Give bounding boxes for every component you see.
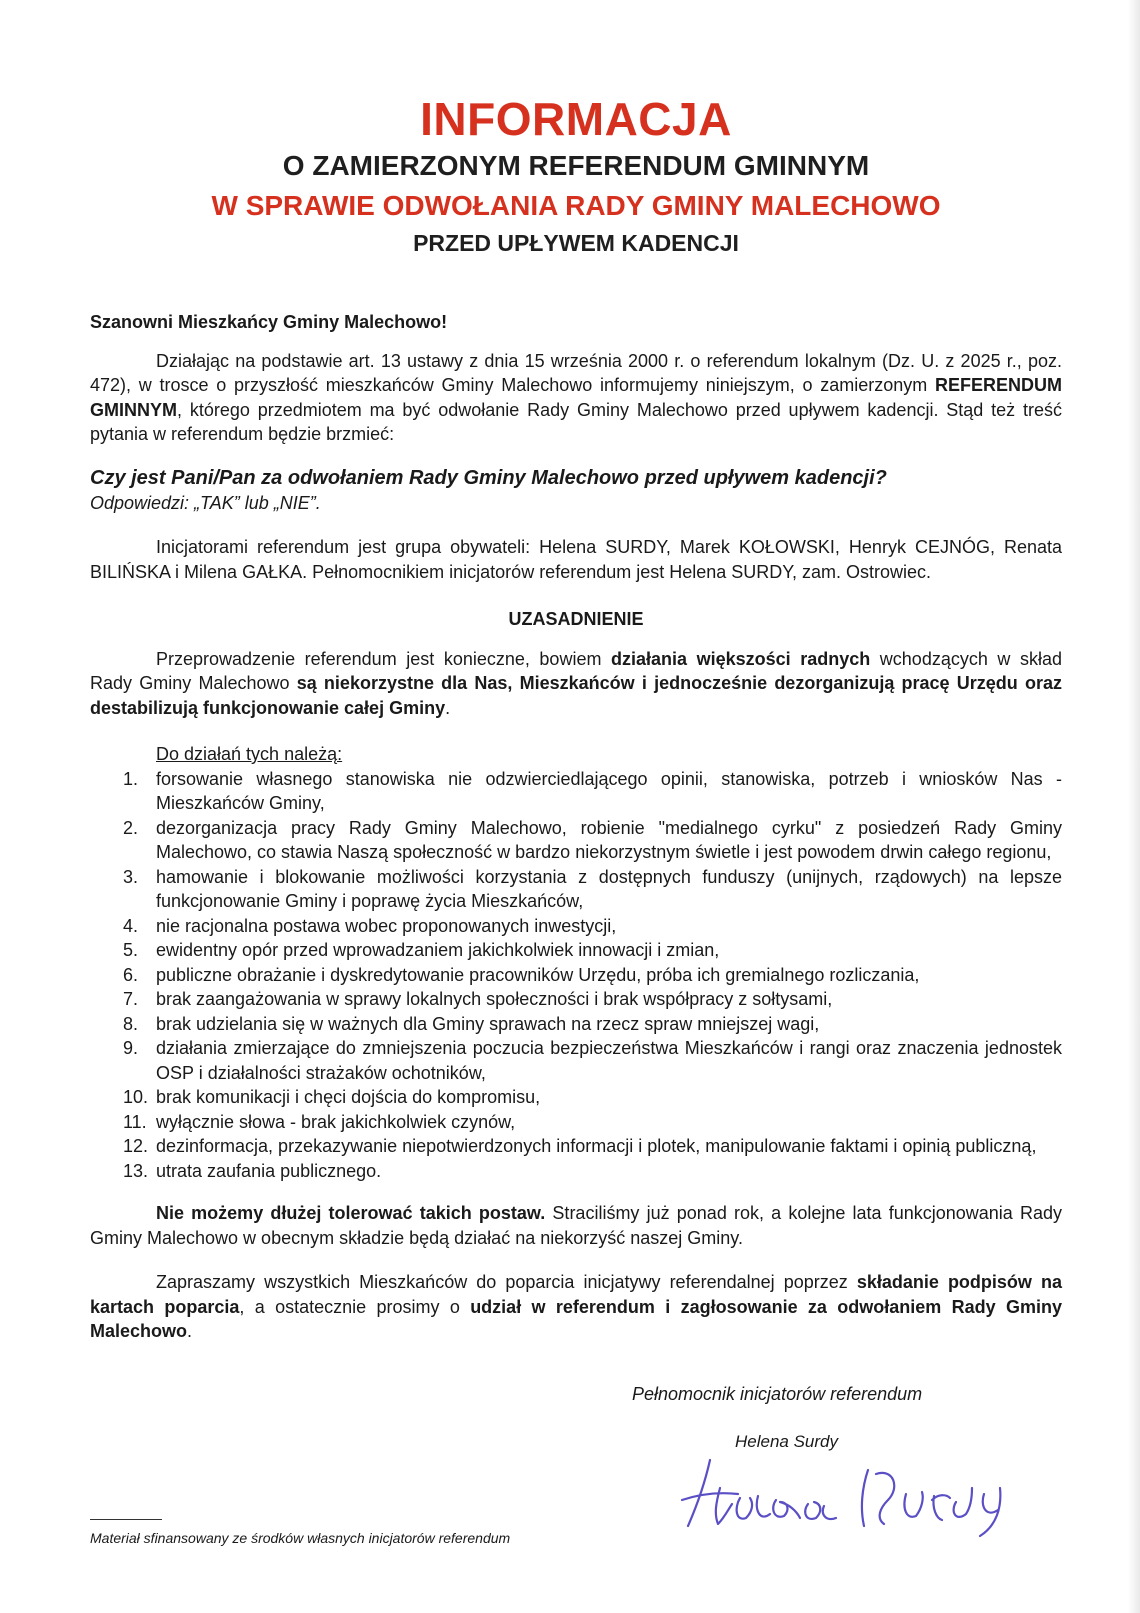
paragraph-invitation: Zapraszamy wszystkich Mieszkańców do poparcia inicjatywy referendalnej poprzez składanie podpisów na kartach poparcia, a ostatecznie prosimy o udział w referendum i zagłosowanie za odwołaniem Rady Gminy Malechowo. [90,1272,1063,1341]
subtitle-referendum: O ZAMIERZONYM REFERENDUM GMINNYM [282,150,870,181]
signatory-role: Pełnomocnik inicjatorów referendum [632,1384,923,1404]
list-item: 4. nie racjonalna postawa wobec proponowanych inwestycji, [123,915,617,936]
list-item: 6. publiczne obrażanie i dyskredytowanie pracowników Urzędu, próba ich gremialnego rozliczania, [123,964,920,985]
list-item: 5. ewidentny opór przed wprowadzaniem jakichkolwiek innowacji i zmian, [123,940,720,960]
handwritten-signature [680,1448,1040,1540]
footnote-divider [90,1519,162,1520]
referendum-question: Czy jest Pani/Pan za odwołaniem Rady Gminy Malechowo przed upływem kadencji? [90,466,887,489]
paragraph-tolerance: Nie możemy dłużej tolerować takich postaw. Straciliśmy już ponad rok, a kolejne lata funkcjonowania Rady Gminy Malechowo w obecnym składzie będą działać na niekorzyść naszej Gminy. [90,1203,1063,1248]
list-item: 3. hamowanie i blokowanie możliwości korzystania z dostępnych funduszy (unijnych, rządowych) na lepsze funkcjonowanie Gminy i poprawę życia Mieszkańców, [123,866,1062,911]
list-intro: Do działań tych należą: [156,744,343,764]
list-item: 11. wyłącznie słowa - brak jakichkolwiek czynów, [123,1111,516,1132]
list-item: 8. brak udzielania się w ważnych dla Gminy sprawach na rzecz spraw mniejszej wagi, [123,1013,820,1034]
subtitle-term: PRZED UPŁYWEM KADENCJI [413,230,739,256]
section-heading: UZASADNIENIE [508,609,644,629]
subtitle-subject: W SPRAWIE ODWOŁANIA RADY GMINY MALECHOWO [211,190,941,221]
signatory-name: Helena Surdy [735,1432,839,1451]
document-header [90,0,1062,260]
paragraph-initiators: Inicjatorami referendum jest grupa obywateli: Helena SURDY, Marek KOŁOWSKI, Henryk CEJNÓG, Renata BILIŃSKA i Milena GAŁKA. Pełnomocnikiem inicjatorów referendum jest Helena SURDY, zam. Ostrowiec. [90,537,1062,582]
referendum-answers: Odpowiedzi: „TAK” lub „NIE”. [90,492,321,513]
reasons-list [90,767,1062,1184]
list-item: 1. forsowanie własnego stanowiska nie odzwierciedlającego opinii, stanowiska, potrzeb i wniosków Nas - Mieszkańców Gminy, [123,768,1062,813]
document-body [90,310,1062,1344]
list-item: 9. działania zmierzające do zmniejszenia poczucia bezpieczeństwa Mieszkańców i rangi oraz znaczenia jednostek OSP i działalności strażaków ochotników, [123,1038,1062,1083]
page-edge [1128,0,1140,1613]
list-item: 12. dezinformacja, przekazywanie niepotwierdzonych informacji i plotek, manipulowanie faktami i opinią publiczną, [123,1136,1037,1156]
greeting: Szanowni Mieszkańcy Gminy Malechowo! [90,312,448,332]
list-item: 7. brak zaangażowania w sprawy lokalnych społeczności i brak współpracy z sołtysami, [123,989,833,1009]
footnote: Materiał sfinansowany ze środków własnych inicjatorów referendum [90,1530,511,1546]
paragraph-legal-basis: Działając na podstawie art. 13 ustawy z dnia 15 września 2000 r. o referendum lokalnym (Dz. U. z 2025 r., poz. 472), w trosce o przyszłość mieszkańców Gminy Malechowo informujemy niniejszym, o zamierzonym REFERENDUM GMINNYM, którego przedmiotem ma być odwołanie Rady Gminy Malechowo przed upływem kadencji. Stąd też treść pytania w referendum będzie brzmieć: [90,350,1062,444]
paragraph-justification: Przeprowadzenie referendum jest konieczne, bowiem działania większości radnych wchodzących w skład Rady Gminy Malechowo są niekorzystne dla Nas, Mieszkańców i jednocześnie dezorganizują pracę Urzędu oraz destabilizują funkcjonowanie całej Gminy. [90,648,1062,718]
list-item: 10. brak komunikacji i chęci dojścia do kompromisu, [123,1087,541,1107]
document-title: INFORMACJA [420,93,732,145]
list-item: 13. utrata zaufania publicznego. [123,1160,382,1181]
list-item: 2. dezorganizacja pracy Rady Gminy Malechowo, robienie "medialnego cyrku" z posiedzeń Rady Gminy Malechowo, co stawia Naszą społeczność w bardzo niekorzystnym świetle i jest powodem drwin całego regionu, [123,817,1062,862]
